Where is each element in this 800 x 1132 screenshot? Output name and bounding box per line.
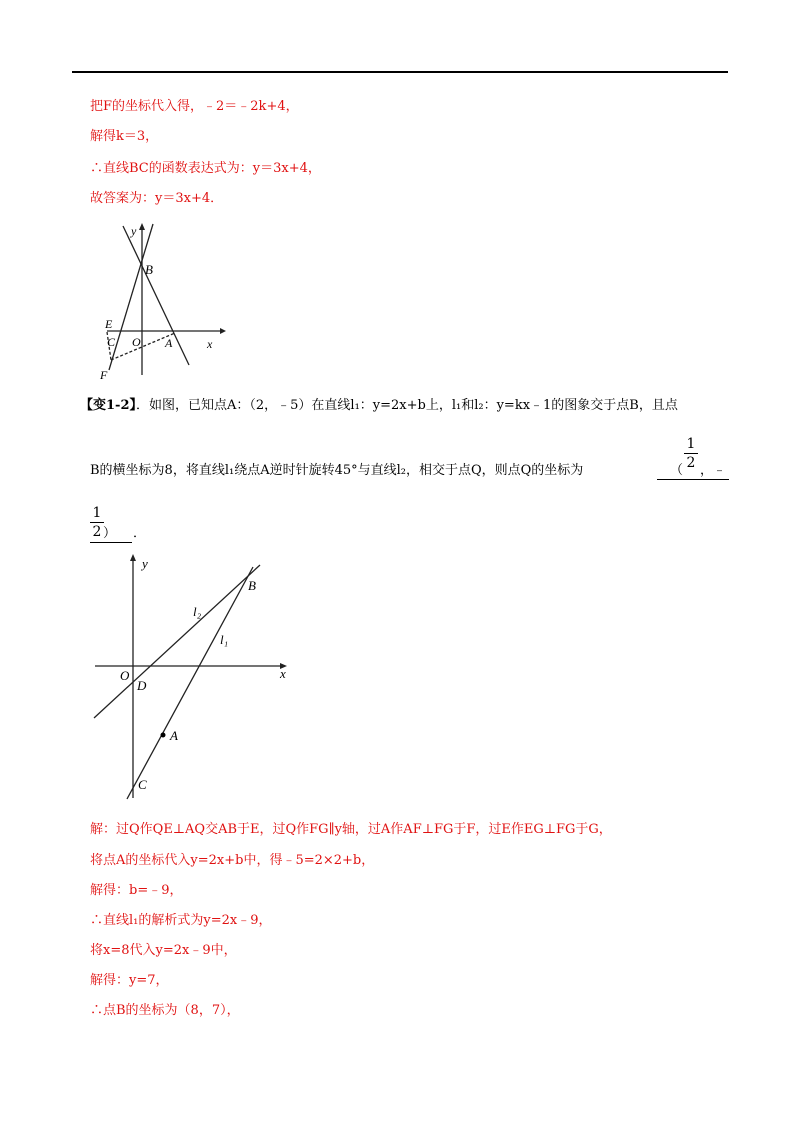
answer-open-paren: （	[670, 463, 684, 478]
answer-fraction1	[684, 436, 698, 471]
fraction1-denominator: 2	[686, 455, 696, 471]
solution2-line1: 解：过Q作QE⊥AQ交AB于E，过Q作FG∥y轴，过A作AF⊥FG于F，过E作EG⊥FG于G，	[90, 822, 612, 837]
label-E: E	[105, 317, 113, 331]
label-x: x	[207, 337, 213, 351]
figure1-graph	[95, 220, 235, 380]
solution2-line6: 解得：y=7，	[90, 973, 169, 988]
fraction1-numerator: 1	[686, 436, 696, 452]
label-C: C	[138, 777, 147, 792]
label-y: y	[131, 224, 137, 238]
answer-underline1	[657, 479, 729, 480]
label-l1: l₁	[220, 632, 229, 647]
label-O: O	[132, 335, 141, 349]
y-axis-arrow	[130, 554, 136, 561]
solution1-line2: 解得k＝3，	[90, 129, 159, 144]
label-y: y	[142, 556, 148, 571]
solution2-line3: 解得：b=﹣9，	[90, 883, 183, 898]
solution1-line3: ∴直线BC的函数表达式为：y＝3x+4，	[90, 161, 321, 176]
label-x: x	[280, 666, 286, 681]
problem-text2: B的横坐标为8，将直线l₁绕点A逆时针旋转45°与直线l₂，相交于点Q，则点Q的坐标为	[90, 463, 584, 478]
figure2-graph	[90, 553, 300, 803]
line-l2	[94, 565, 260, 718]
y-axis-arrow	[139, 223, 145, 230]
label-A: A	[170, 728, 178, 743]
solution1-line1: 把F的坐标代入得，﹣2＝﹣2k+4，	[90, 99, 299, 114]
answer-close-paren: ）	[103, 526, 117, 541]
answer-underline2	[90, 542, 132, 543]
problem-line2	[90, 463, 583, 479]
label-A: A	[165, 336, 173, 350]
line-bc	[109, 224, 153, 370]
label-C: C	[107, 335, 116, 349]
x-axis-arrow	[220, 328, 226, 334]
problem-text1: ．如图，已知点A：（2，﹣5）在直线l₁：y=2x+b上，l₁和l₂：y=kx﹣1的图象交于点B，且点	[136, 398, 678, 413]
label-B: B	[248, 578, 256, 593]
label-D: D	[137, 678, 147, 693]
answer-fraction2	[90, 505, 104, 540]
fraction2-numerator: 1	[92, 505, 102, 521]
label-F: F	[100, 368, 108, 382]
fraction1-bar	[684, 453, 698, 454]
label-O: O	[120, 668, 130, 683]
label-B: B	[145, 262, 153, 277]
solution2-line7: ∴点B的坐标为（8，7），	[90, 1003, 240, 1018]
solution2-line2: 将点A的坐标代入y=2x+b中，得﹣5=2×2+b，	[90, 853, 375, 868]
answer-end: ．	[133, 526, 147, 541]
point-A	[161, 733, 166, 738]
solution1-line4: 故答案为：y＝3x+4．	[90, 191, 224, 206]
solution2-line4: ∴直线l₁的解析式为y=2x﹣9，	[90, 913, 272, 928]
fraction2-bar	[90, 522, 104, 523]
problem-line1	[80, 398, 678, 414]
label-l2: l₂	[193, 604, 202, 619]
problem-tag: 【变1-2】	[80, 398, 136, 413]
solution2-line5: 将x=8代入y=2x﹣9中，	[90, 943, 237, 958]
answer-separator: ，﹣	[700, 463, 727, 478]
fraction2-denominator: 2	[92, 524, 102, 540]
header-rule	[72, 71, 728, 73]
